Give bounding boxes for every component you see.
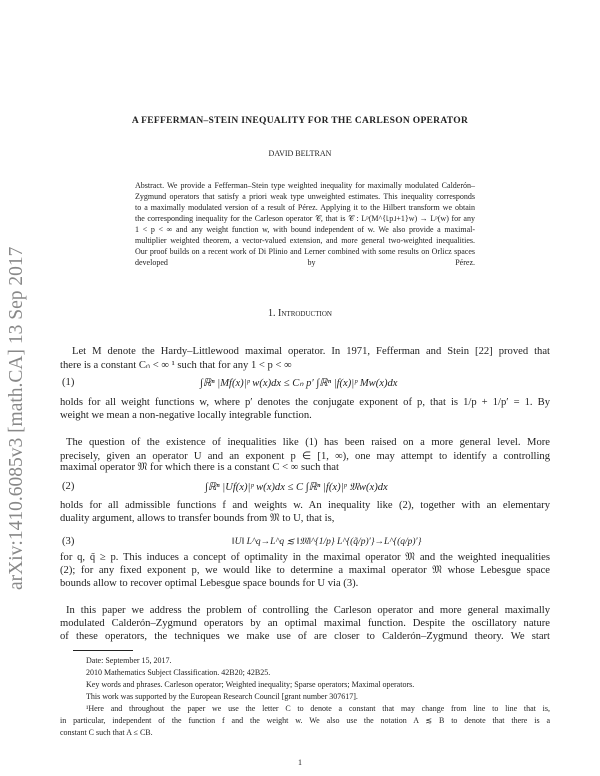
abstract-line: Our proof builds on a recent work of Di Plinio and Lerner combined with some results on Orlicz spaces [135, 247, 475, 256]
body-line: precisely, given an operator U and an exponent p ∈ [1, ∞), one may attempt to identify a controlling [60, 451, 550, 462]
body-line: maximal operator 𝔐 for which there is a constant C < ∞ such that [60, 462, 339, 473]
footnote-keywords: Key words and phrases. Carleson operator; Weighted inequality; Sparse operators; Maximal operators. [86, 680, 415, 689]
body-line: weight we mean a non-negative locally integrable function. [60, 410, 312, 421]
body-line: holds for all admissible functions f and weights w. An inequality like (2), together with an elementary [60, 500, 550, 511]
paper-title: A FEFFERMAN–STEIN INEQUALITY FOR THE CARLESON OPERATOR [131, 116, 469, 126]
arxiv-stamp: arXiv:1410.6085v3 [math.CA] 13 Sep 2017 [6, 246, 27, 590]
body-line: Let M denote the Hardy–Littlewood maximal operator. In 1971, Fefferman and Stein [22] proved that [72, 346, 550, 357]
equation-2: ∫ℝⁿ |Uf(x)|ᵖ w(x)dx ≤ C ∫ℝⁿ |f(x)|ᵖ 𝔐w(x)dx [205, 482, 388, 493]
footnote-line: constant C such that A ≤ CB. [60, 728, 153, 737]
footnote-line: in particular, independent of the function f and the weight w. We also use the notation A ≲ B to denote that there is a [60, 716, 550, 725]
abstract-line: multiplier weighted theorem, a vector-valued extension, and more general two-weighted inequalities. [135, 236, 475, 245]
equation-number: (1) [62, 377, 75, 388]
body-line: holds for all weight functions w, where p′ denotes the conjugate exponent of p, that is 1/p + 1/p′ = 1. By [60, 397, 550, 408]
footnote-date: Date: September 15, 2017. [86, 656, 172, 665]
equation-number: (2) [62, 481, 75, 492]
body-line: modulated Calderón–Zygmund operators by an optimal maximal function. Despite the oscillatory nature [60, 618, 550, 629]
body-line: (2); for any fixed exponent p, we would like to determine a maximal operator 𝔐 whose Lebesgue space [60, 565, 550, 576]
body-line: In this paper we address the problem of controlling the Carleson operator and more general maximally [66, 605, 550, 616]
body-line: duality argument, allows to transfer bounds from 𝔐 to U, that is, [60, 513, 335, 524]
equation-1: ∫ℝⁿ |Mf(x)|ᵖ w(x)dx ≤ Cₙ p′ ∫ℝⁿ |f(x)|ᵖ Mw(x)dx [200, 378, 398, 389]
abstract-line: the corresponding inequality for the Carleson operator 𝒞, that is 𝒞 : Lᵖ(M^{⌊p⌋+1}w) → Lᵖ(w) for any [135, 214, 475, 223]
abstract-line: Abstract. We provide a Fefferman–Stein type weighted inequality for maximally modulated Calderón– [135, 181, 475, 190]
abstract-line: developed by Pérez. [135, 258, 475, 267]
body-line: for q, q̃ ≥ p. This induces a concept of optimality in the maximal operator 𝔐 and the weighted inequalities [60, 552, 550, 563]
footnote-line: ¹Here and throughout the paper we use the letter C to denote a constant that may change from line to line that is, [86, 704, 550, 713]
abstract-line: 1 < p < ∞ and any weight function w, with bound independent of w. We also provide a maximal- [135, 225, 475, 234]
page-number: 1 [298, 758, 302, 767]
section-heading: 1. Introduction [268, 308, 332, 319]
footnote-rule [73, 650, 133, 651]
author: DAVID BELTRAN [268, 149, 332, 158]
footnote-msc: 2010 Mathematics Subject Classification. 42B20; 42B25. [86, 668, 271, 677]
abstract-line: to a maximally modulated version of a result of Pérez. Applying it to the Hilbert transform we obtain [135, 203, 475, 212]
equation-number: (3) [62, 536, 75, 547]
body-line: of these operators, the techniques we make use of are closer to Calderón–Zygmund theory. We start [60, 631, 550, 642]
equation-3: ‖U‖ L^q→L^q ≲ ‖𝔐‖^{1/p} L^{(q̃/p)′}→L^{(q/p)′} [232, 537, 422, 547]
abstract-line: Zygmund operators that satisfy a priori weak type unweighted estimates. This inequality corresponds [135, 192, 475, 201]
footnote-support: This work was supported by the European Research Council [grant number 307617]. [86, 692, 358, 701]
body-line: bounds allow to recover optimal Lebesgue space bounds for U via (3). [60, 578, 359, 589]
body-line: there is a constant Cₙ < ∞ ¹ such that for any 1 < p < ∞ [60, 360, 292, 371]
body-line: The question of the existence of inequalities like (1) has been raised on a more general level. More [66, 437, 550, 448]
